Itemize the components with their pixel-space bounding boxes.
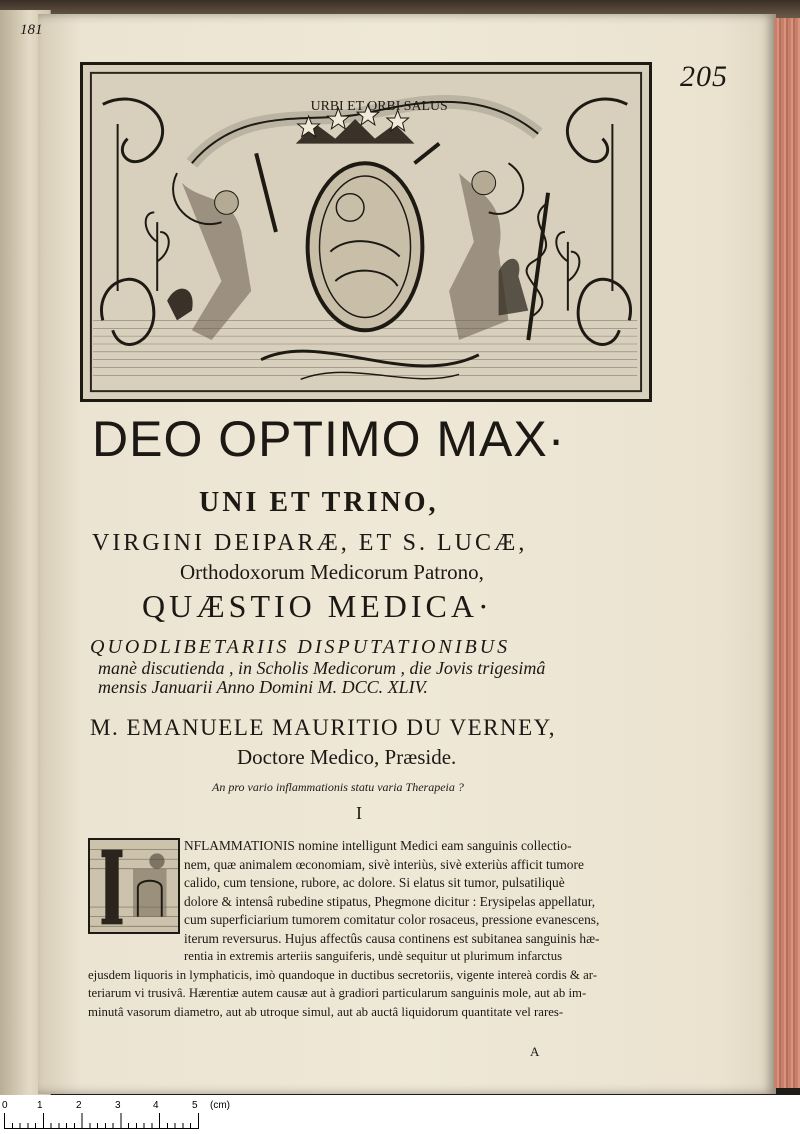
body-line: NFLAMMATIONIS nomine intelligunt Medici eam sanguinis collectio- [184,838,572,853]
body-line: calido, cum tensione, rubore, ac dolore. Si elatus sit tumor, pulsatiliquè [184,875,565,890]
praeses-line-1: M. EMANUELE MAURITIO DU VERNEY, [90,715,557,740]
body-line: minutâ vasorum diametro, aut ab utroque simul, aut ab auctâ liquidorum quantitate vel rares- [88,1005,564,1019]
ruler-unit: (cm) [210,1100,230,1111]
decorated-initial [88,838,180,934]
signature-mark: A [530,1044,540,1059]
body-line: rentia in extremis arteriis sanguiferis, undè sequitur ut plurimum infarctus [184,949,563,963]
folio-number-left: 181 [20,22,43,38]
title-line-4: Orthodoxorum Medicorum Patrono, [180,560,484,584]
body-line: nem, quæ animalem œconomiam, sivè interiùs, sivè exteriùs afficit tumore [184,857,584,872]
body-line: cum superficiarium tumorem comitatur color rosaceus, pressione evanescens, [184,912,600,927]
body-line: iterum reversurus. Hujus affectûs causa continens est subitanea sanguinis hæ- [184,931,600,946]
ruler-label: 5 [192,1100,198,1111]
title-line-3: VIRGINI DEIPARÆ, ET S. LUCÆ, [92,530,528,556]
title-line-5: QUÆSTIO MEDICA· [142,588,493,624]
title-line-2: UNI ET TRINO, [199,487,439,518]
engraving-motto: URBI ET ORBI SALUS [310,98,448,114]
body-line: dolore & intensâ rubedine stipatus, Phegmone dicitur : Erysipelas appellatur, [184,894,596,909]
engraved-vignette [80,62,652,402]
folio-number-right: 205 [680,60,728,93]
section-number: I [356,803,362,823]
title-line-1: DEO OPTIMO MAX· [92,411,566,467]
engraving-illustration [83,65,649,399]
body-line: teriarum vi trusivâ. Hærentiæ autem causæ aut à gradiori particularum sanguinis mole, aut ab im- [88,986,587,1000]
ruler-label: 0 [2,1100,8,1111]
ruler-label: 2 [76,1100,82,1111]
ruler-minor-ticks [4,1116,198,1129]
ruler-label: 1 [37,1100,43,1111]
subtitle-line-2: manè discutienda , in Scholis Medicorum , die Jovis trigesimâ [98,658,546,678]
ruler-label: 4 [153,1100,159,1111]
subtitle-line-1: QUODLIBETARIIS DISPUTATIONIBUS [90,636,511,658]
ruler-label: 3 [115,1100,121,1111]
initial-illustration [90,840,178,932]
subtitle-line-3: mensis Januarii Anno Domini M. DCC. XLIV. [98,677,428,697]
question-heading: An pro vario inflammationis statu varia Therapeia ? [212,780,464,794]
ruler-labels [0,1100,260,1114]
praeses-line-2: Doctore Medico, Præside. [237,745,457,769]
body-line: ejusdem liquoris in lymphaticis, imò quandoque in ductibus secretoriis, vigente intereà cordis & ar- [88,968,598,982]
